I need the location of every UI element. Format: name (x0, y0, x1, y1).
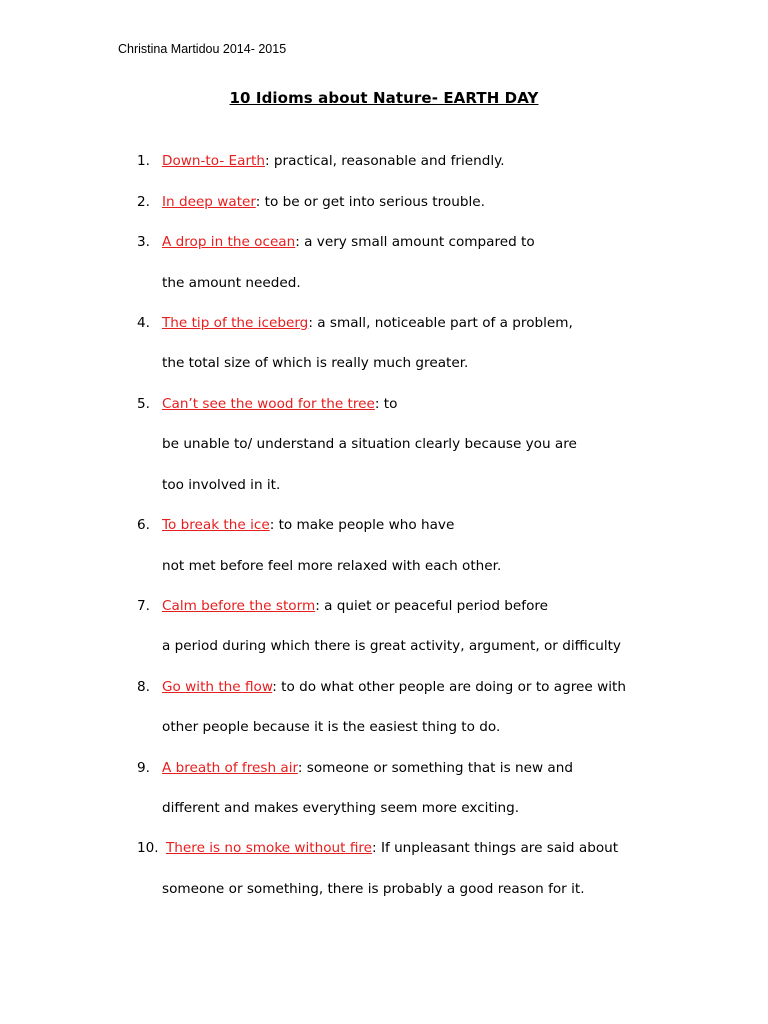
idiom-term: Down-to- Earth (162, 153, 266, 169)
idiom-definition: : If unpleasant things are said about (372, 840, 619, 856)
idiom-definition: : to do what other people are doing or to agree with (272, 679, 626, 695)
idiom-term: Can’t see the wood for the tree (162, 396, 375, 412)
author-line: Christina Martidou 2014- 2015 (118, 42, 287, 56)
idiom-term: The tip of the iceberg (162, 315, 309, 331)
page-title: 10 Idioms about Nature- EARTH DAY (229, 89, 539, 107)
definition-continuation: a period during which there is great activity, argument, or difficulty (162, 638, 621, 654)
definition-continuation: be unable to/ understand a situation clearly because you are (162, 436, 577, 452)
list-number: 8. (137, 679, 150, 695)
list-item (162, 315, 573, 331)
idiom-term: A drop in the ocean (162, 234, 296, 250)
list-number: 2. (137, 194, 150, 210)
definition-continuation: the amount needed. (162, 275, 301, 291)
idiom-definition: : someone or something that is new and (297, 760, 573, 776)
definition-continuation: other people because it is the easiest thing to do. (162, 719, 501, 735)
idiom-definition: : to make people who have (269, 517, 455, 533)
definition-continuation: not met before feel more relaxed with each other. (162, 558, 502, 574)
list-number: 7. (137, 598, 150, 614)
list-number: 10. (137, 840, 159, 856)
list-item (162, 194, 485, 210)
definition-continuation: someone or something, there is probably a good reason for it. (162, 881, 585, 897)
list-item (162, 517, 454, 533)
list-number: 4. (137, 315, 150, 331)
list-item (162, 598, 548, 614)
idiom-term: Calm before the storm (162, 598, 316, 614)
idiom-term: In deep water (162, 194, 256, 210)
list-item (162, 396, 397, 412)
idiom-term: A breath of fresh air (162, 760, 298, 776)
list-number: 9. (137, 760, 150, 776)
idiom-definition: : a very small amount compared to (295, 234, 535, 250)
idiom-definition: : practical, reasonable and friendly. (265, 153, 505, 169)
definition-continuation: too involved in it. (162, 477, 281, 493)
list-number: 3. (137, 234, 150, 250)
idiom-definition: : to (374, 396, 398, 412)
idiom-definition: : to be or get into serious trouble. (255, 194, 485, 210)
list-number: 1. (137, 153, 150, 169)
list-item (162, 153, 505, 169)
idiom-definition: : a small, noticeable part of a problem, (308, 315, 573, 331)
list-item (162, 679, 626, 695)
list-item (162, 234, 535, 250)
definition-continuation: different and makes everything seem more exciting. (162, 800, 520, 816)
idiom-definition: : a quiet or peaceful period before (315, 598, 549, 614)
idiom-term: There is no smoke without fire (166, 840, 373, 856)
definition-continuation: the total size of which is really much greater. (162, 355, 469, 371)
list-item (162, 760, 573, 776)
list-item (166, 840, 618, 856)
idiom-term: To break the ice (162, 517, 270, 533)
list-number: 6. (137, 517, 150, 533)
idiom-term: Go with the flow (162, 679, 273, 695)
list-number: 5. (137, 396, 150, 412)
